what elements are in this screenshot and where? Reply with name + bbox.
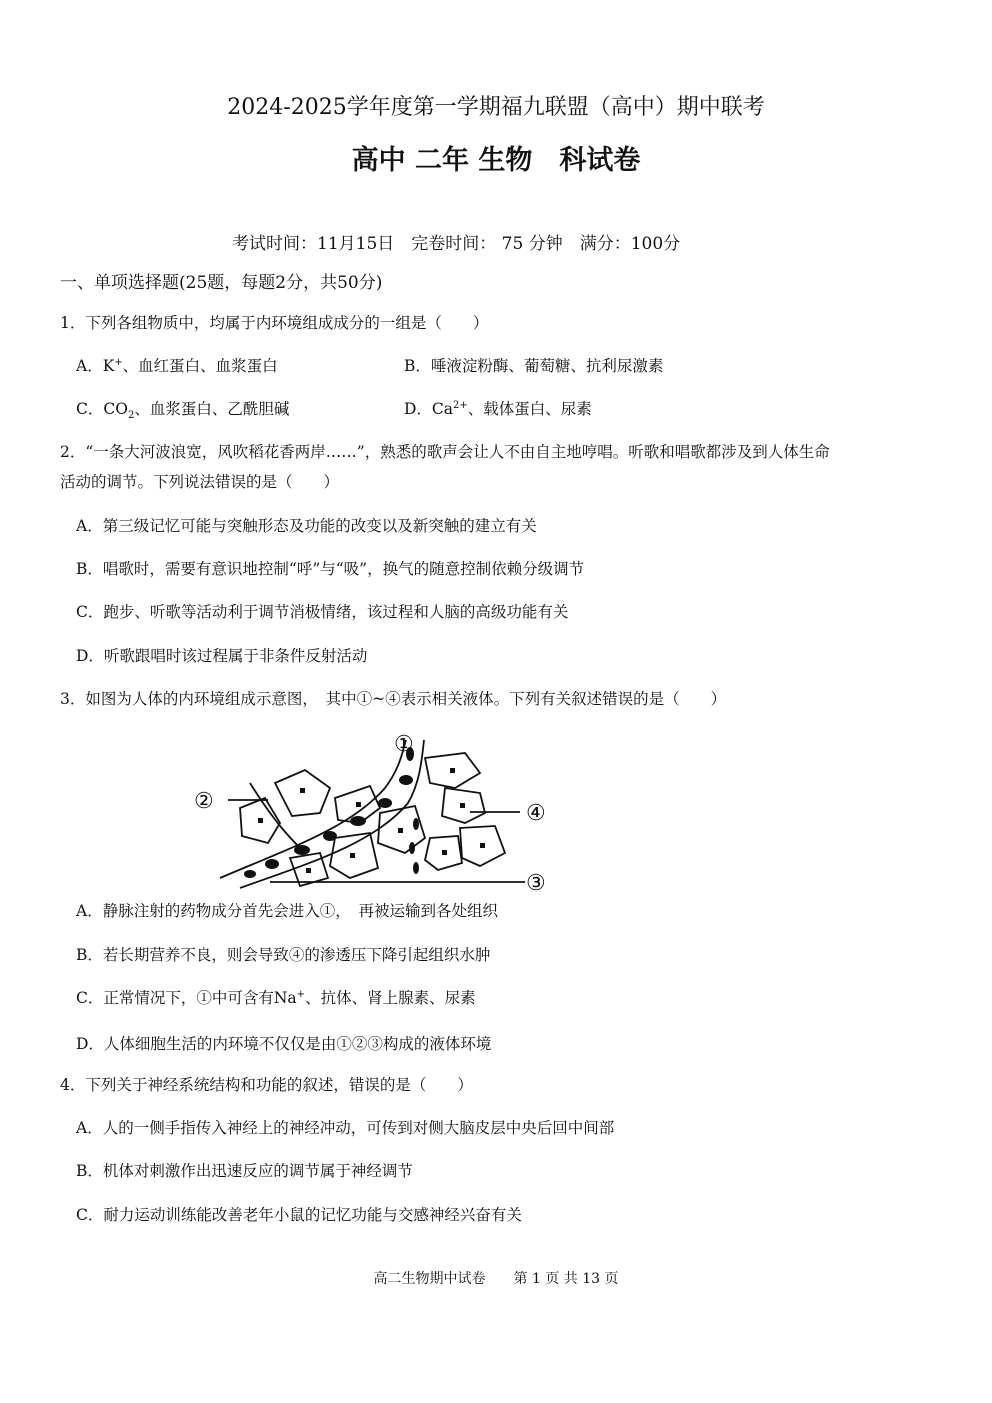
exam-info: 考试时间：11月15日 完卷时间： 75 分钟 满分：100分	[232, 234, 681, 254]
question-2-stem-line2: 活动的调节。下列说法错误的是（ ）	[60, 473, 340, 491]
question-4-stem: 4．下列关于神经系统结构和功能的叙述，错误的是（ ）	[60, 1076, 473, 1094]
question-1-stem: 1．下列各组物质中，均属于内环境组成成分的一组是（ ）	[60, 314, 489, 332]
question-2-option-b: B．唱歌时，需要有意识地控制“呼”与“吸”，换气的随意控制依赖分级调节	[76, 560, 585, 578]
section-title: 一、单项选择题(25题，每题2分，共50分)	[60, 273, 383, 293]
label-4: ④	[526, 801, 546, 826]
question-4-option-c: C．耐力运动训练能改善老年小鼠的记忆功能与交感神经兴奋有关	[76, 1206, 522, 1224]
internal-environment-diagram	[180, 728, 570, 894]
question-1-option-a: A．K+、血红蛋白、血浆蛋白	[76, 356, 278, 375]
label-1: ①	[394, 732, 414, 757]
question-1-option-d: D．$Ca^{2+}$、载体蛋白、尿素	[404, 399, 592, 418]
question-3-option-a: A．静脉注射的药物成分首先会进入①， 再被运输到各处组织	[76, 902, 498, 920]
question-2-option-d: D．听歌跟唱时该过程属于非条件反射活动	[76, 647, 368, 665]
label-3: ③	[526, 871, 546, 894]
label-2: ②	[194, 789, 214, 814]
question-4-option-b: B．机体对刺激作出迅速反应的调节属于神经调节	[76, 1162, 413, 1180]
question-2-stem-line1: 2．“一条大河波浪宽，风吹稻花香两岸……”，熟悉的歌声会让人不由自主地哼唱。听歌和唱歌都涉及到人体生命	[60, 443, 830, 461]
question-2-option-a: A．第三级记忆可能与突触形态及功能的改变以及新突触的建立有关	[76, 517, 537, 535]
question-3-option-d: D．人体细胞生活的内环境不仅仅是由①②③构成的液体环境	[76, 1035, 492, 1053]
question-4-option-a: A．人的一侧手指传入神经上的神经冲动，可传到对侧大脑皮层中央后回中间部	[76, 1119, 615, 1137]
exam-title: 2024-2025学年度第一学期福九联盟（高中）期中联考	[227, 95, 765, 120]
exam-subtitle: 高中 二年 生物 科试卷	[351, 145, 641, 176]
question-1-option-c: C．$CO_2$、血浆蛋白、乙酰胆碱	[76, 400, 290, 422]
question-2-option-c: C．跑步、听歌等活动利于调节消极情绪，该过程和人脑的高级功能有关	[76, 603, 569, 621]
question-1-option-b: B．唾液淀粉酶、葡萄糖、抗利尿激素	[404, 357, 664, 375]
question-3-option-c: C．正常情况下，①中可含有Na+、抗体、肾上腺素、尿素	[76, 988, 476, 1007]
question-3-stem: 3．如图为人体的内环境组成示意图， 其中①~④表示相关液体。下列有关叙述错误的是（ ）	[60, 690, 727, 708]
question-3-option-b: B．若长期营养不良，则会导致④的渗透压下降引起组织水肿	[76, 946, 491, 964]
page-footer: 高二生物期中试卷 第 1 页 共 13 页	[373, 1271, 619, 1287]
